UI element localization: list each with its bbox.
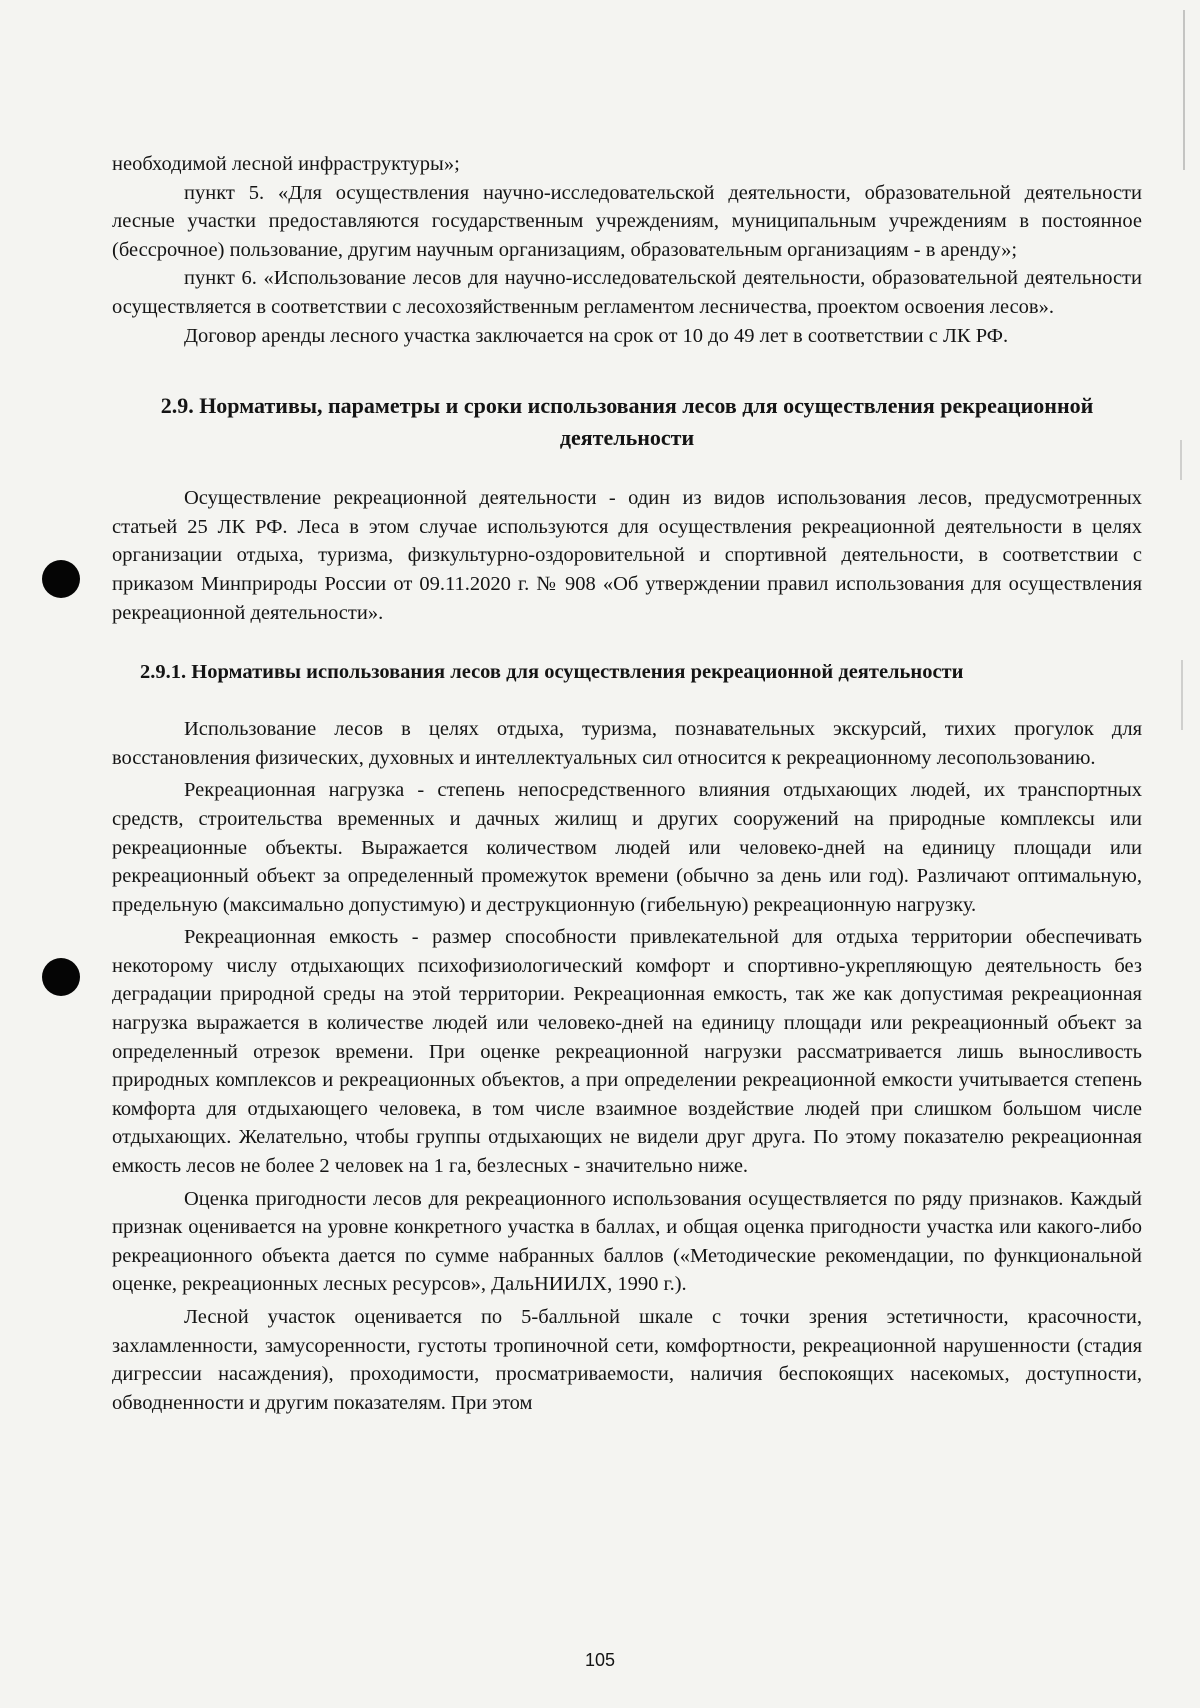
paragraph: Лесной участок оценивается по 5-балльной шкале с точки зрения эстетичности, красочности, захламленности, замусоренности, густоты тропиночной сети, комфортности, рекреационной нарушенности (стадия дигрессии насаждения), проходимости, просматриваемости, наличия беспокоящих насекомых, доступности, обводненности и другим показателям. При этом [112, 1306, 1142, 1414]
scan-edge-mark [1181, 660, 1183, 730]
document-body [112, 150, 1142, 1417]
paragraph: пункт 5. «Для осуществления научно-исследовательской деятельности, образовательной деятельности лесные участки предоставляются государственным учреждениям, муниципальным учреждениям в постоянное (бессрочное) пользование, другим научным организациям, образовательным организациям - в аренду»; [112, 181, 1142, 261]
paragraph: необходимой лесной инфраструктуры»; [112, 153, 460, 175]
paragraph: Рекреационная нагрузка - степень непосредственного влияния отдыхающих людей, их транспортных средств, строительства временных и дачных жилищ и других сооружений на природные комплексы или рекреационные объекты. Выражается количеством людей или человеко-дней на единицу площади или рекреационный объект за определенный промежуток времени (обычно за день или год). Различают оптимальную, предельную (максимально допустимую) и деструкционную (гибельную) рекреационную нагрузку. [112, 779, 1142, 916]
paragraph: Использование лесов в целях отдыха, туризма, познавательных экскурсий, тихих прогулок для восстановления физических, духовных и интеллектуальных сил относится к рекреационному лесопользованию. [112, 718, 1142, 769]
punch-hole-bottom [42, 958, 80, 996]
scan-edge-mark [1183, 10, 1185, 170]
punch-hole-top [42, 560, 80, 598]
scan-edge-mark [1180, 440, 1182, 480]
section-heading: 2.9. Нормативы, параметры и сроки использования лесов для осуществления рекреационной деятельности [160, 393, 1094, 451]
paragraph: пункт 6. «Использование лесов для научно-исследовательской деятельности, образовательной деятельности осуществляется в соответствии с лесохозяйственным регламентом лесничества, проектом освоения лесов». [112, 267, 1142, 318]
paragraph: Рекреационная емкость - размер способности привлекательной для отдыха территории обеспечивать некоторому числу отдыхающих психофизиологический комфорт и спортивно-укрепляющую деятельность без деградации природной среды на этой территории. Рекреационная емкость, так же как допустимая рекреационная нагрузка выражается в количестве людей или человеко-дней на единицу площади или рекреационный объект за определенный отрезок времени. При оценке рекреационной нагрузки рассматривается лишь выносливость природных комплексов и рекреационных объектов, а при определении рекреационной емкости учитывается степень комфорта для отдыхающего человека, в том числе взаимное воздействие людей при слишком большом числе отдыхающих. Желательно, чтобы группы отдыхающих не видели друг друга. По этому показателю рекреационная емкость лесов не более 2 человек на 1 га, безлесных - значительно ниже. [112, 926, 1142, 1178]
paragraph: Осуществление рекреационной деятельности - один из видов использования лесов, предусмотренных статьей 25 ЛК РФ. Леса в этом случае используются для осуществления рекреационной деятельности в целях организации отдыха, туризма, физкультурно-оздоровительной и спортивной деятельности, в соответствии с приказом Минприроды России от 09.11.2020 г. № 908 «Об утверждении правил использования для осуществления рекреационной деятельности». [112, 487, 1142, 624]
paragraph: Договор аренды лесного участка заключается на срок от 10 до 49 лет в соответствии с ЛК РФ. [184, 324, 1009, 347]
page-number: 105 [584, 1650, 616, 1670]
subsection-heading: 2.9.1. Нормативы использования лесов для осуществления рекреационной деятельности [140, 661, 964, 684]
paragraph: Оценка пригодности лесов для рекреационного использования осуществляется по ряду признаков. Каждый признак оценивается на уровне конкретного участка в баллах, и общая оценка пригодности участка или какого-либо рекреационного объекта дается по сумме набранных баллов («Методические рекомендации, по функциональной оценке, рекреационных лесных ресурсов», ДальНИИЛХ, 1990 г.). [112, 1187, 1142, 1296]
